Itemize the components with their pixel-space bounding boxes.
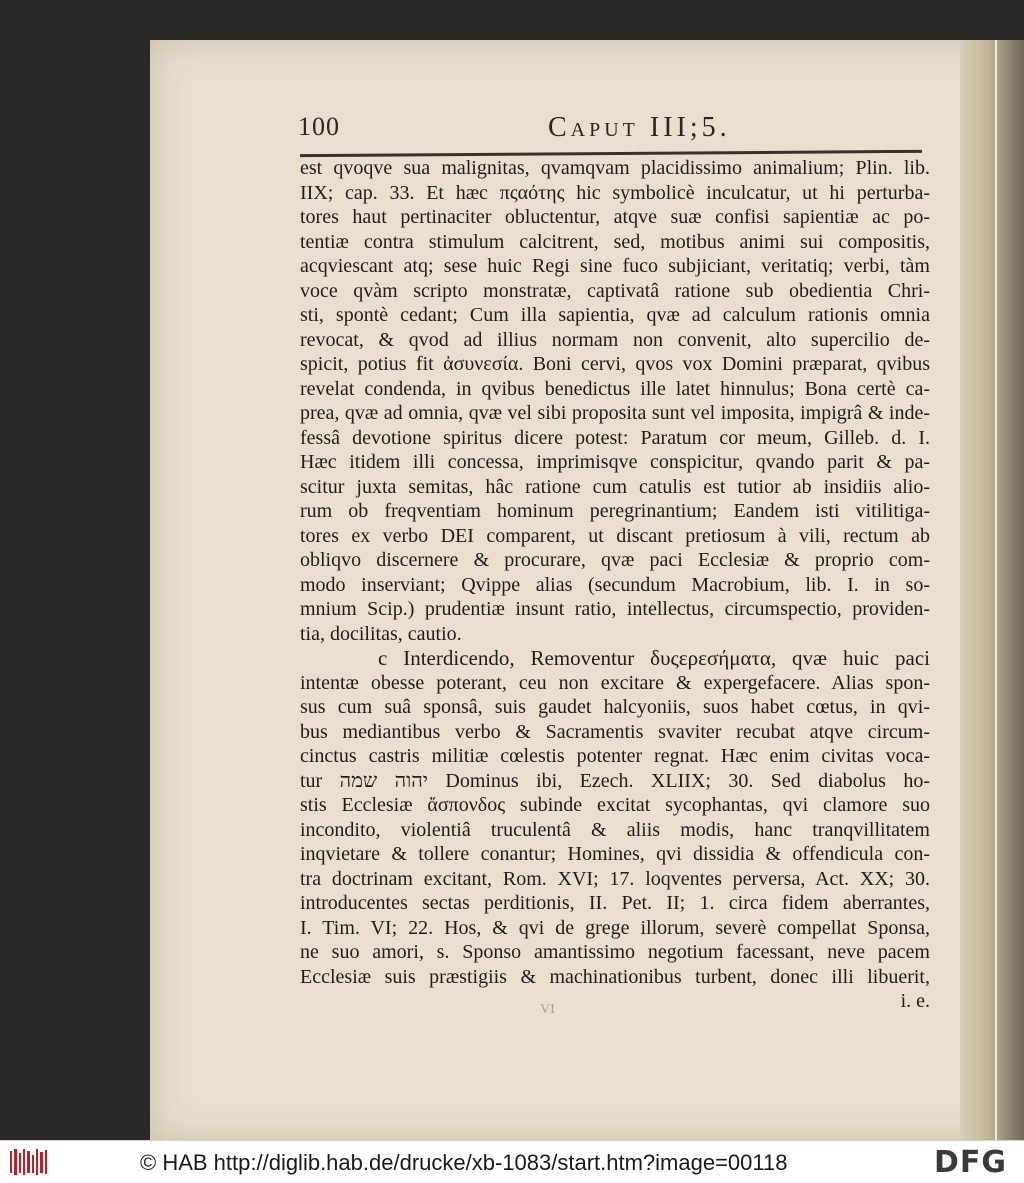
text-line: sti, spontè cedant; Cum illa sapientia, qvæ ad calculum rationis omnia — [300, 304, 930, 326]
text-line: i. e. — [900, 990, 930, 1012]
text-line: stis Ecclesiæ ἄσπονδος subinde excitat sycophantas, qvi clamore suo — [300, 794, 930, 816]
text-line: tur יהוה שמה Dominus ibi, Ezech. XLIIX; 30. Sed diabolus ho- — [300, 769, 931, 792]
footer-bar — [0, 1140, 1024, 1183]
text-line: tores ex verbo DEI comparent, ut discant pretiosum à vili, rectum ab — [300, 524, 930, 547]
text-line: Hæc itidem illi concessa, imprimisqve conspicitur, qvando parit & pa- — [300, 451, 930, 473]
copyright-url[interactable]: © HAB http://diglib.hab.de/drucke/xb-1083/start.htm?image=00118 — [140, 1150, 788, 1175]
page-number: 100 — [298, 112, 340, 141]
text-line: sus cum suâ sponsâ, suis gaudet halcyoniis, suos habet cœtus, in qvi- — [300, 696, 930, 718]
text-line: scitur juxta semitas, hâc ratione cum catulis est tutior ab insidiis alio- — [300, 475, 930, 498]
running-head: Caput III;5. — [548, 112, 731, 143]
dfg-logo: DFG — [934, 1145, 1008, 1180]
body-text — [300, 156, 930, 1014]
text-line: obliqvo discernere & procurare, qvæ paci Ecclesiæ & proprio com- — [300, 549, 930, 571]
text-line: mnium Scip.) prudentiæ insunt ratio, intellectus, circumspectio, providen- — [300, 598, 930, 620]
text-line: Ecclesiæ suis præstigiis & machinationibus turbent, donec illi libuerit, — [300, 965, 930, 988]
text-line: acqviescant atq; sese huic Regi sine fuco subjiciant, veritatiq; verbi, tàm — [300, 255, 930, 277]
text-line: cinctus castris militiæ cœlestis potenter regnat. Hæc enim civitas voca- — [300, 745, 930, 767]
faint-mark: VI — [540, 1002, 555, 1017]
text-line: modo inserviant; Qvippe alias (secundum Macrobium, lib. I. in so- — [300, 573, 930, 596]
text-line: voce qvàm scripto monstratæ, captivatâ ratione sub obedientia Chri- — [300, 279, 930, 302]
text-line: spicit, potius fit ἀσυνεσία. Boni cervi, qvos vox Domini præparat, qvibus — [300, 353, 930, 375]
text-line: fessâ devotione spiritus dicere potest: Paratum cor meum, Gilleb. d. I. — [300, 426, 930, 449]
text-line: incondito, violentiâ truculentâ & aliis modis, hanc tranqvillitatem — [300, 818, 930, 841]
text-line: tores haut pertinaciter obluctentur, atqve suæ confisi sapientiæ ac po- — [300, 206, 930, 228]
text-line: c Interdicendo, Removentur δυςερεσήματα, qvæ huic paci — [378, 646, 930, 670]
text-line: ne suo amori, s. Sponso amantissimo negotium facessant, neve pacem — [300, 941, 930, 963]
text-line: est qvoqve sua malignitas, qvamqvam placidissimo animalium; Plin. lib. — [300, 157, 930, 179]
page-edge-highlight — [995, 40, 997, 1140]
text-line: I. Tim. VI; 22. Hos, & qvi de grege illorum, severè compellat Sponsa, — [300, 916, 930, 939]
text-line: tentiæ contra stimulum calcitrent, sed, motibus animi sui compositis, — [300, 230, 930, 253]
text-line: intentæ obesse poterant, ceu non excitare & expergefacere. Alias spon- — [300, 671, 930, 694]
text-line: tra doctrinam excitant, Rom. XVI; 17. loqventes perversa, Act. XX; 30. — [300, 867, 930, 890]
text-line: prea, qvæ ad omnia, qvæ vel sibi proposita sunt vel imposita, impigrâ & inde- — [300, 402, 930, 424]
text-line: IIX; cap. 33. Et hæc πςαότης hic symbolicè inculcatur, ut hi perturba- — [300, 181, 930, 204]
text-line: revelat condenda, in qvibus benedictus ille latet hinnulus; Bona certè ca- — [300, 377, 930, 400]
text-line: introducentes sectas perditionis, II. Pet. II; 1. circa fidem aberrantes, — [300, 892, 930, 914]
text-line: bus mediantibus verbo & Sacramentis svaviter recubat atqve circum- — [300, 720, 930, 743]
hab-barcode-logo-icon — [8, 1147, 48, 1177]
page-edge — [960, 40, 1024, 1140]
text-line: inqvietare & tollere conantur; Homines, qvi dissidia & offendicula con- — [300, 843, 930, 865]
text-line: rum ob freqventiam hominum peregrinantium; Eandem isti vitilitiga- — [300, 500, 930, 522]
text-line: tia, docilitas, cautio. — [300, 622, 462, 645]
text-line: revocat, & qvod ad illius normam non convenit, alto supercilio de- — [300, 328, 930, 351]
